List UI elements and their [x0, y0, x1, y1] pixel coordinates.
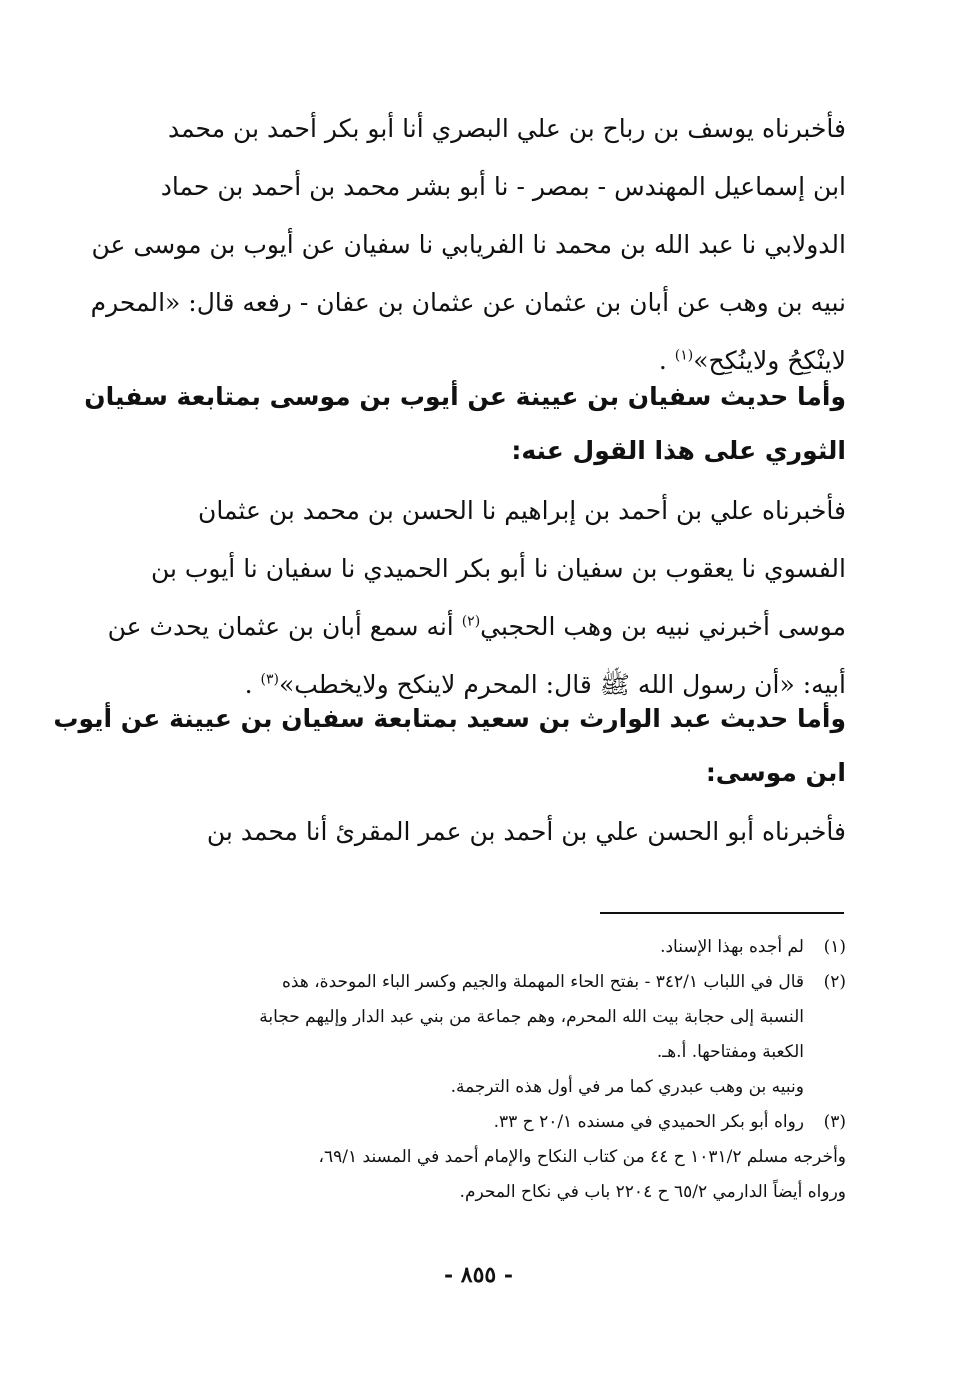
footnote-reference-1[interactable]: (١): [674, 347, 694, 364]
footnote-line: النسبة إلى حجابة بيت الله المحرم، وهم جماعة من بني عبد الدار وإليهم حجابة: [259, 1007, 804, 1027]
line-text: موسى أخبرني نبيه بن وهب الحجبي: [480, 612, 846, 641]
footnote-3: [140, 1105, 846, 1140]
footnote-body: [140, 965, 804, 1105]
footnote-line: قال في اللباب ٣٤٢/١ - بفتح الحاء المهملة والجيم وكسر الباء الموحدة، هذه: [282, 972, 804, 992]
footnote-1: [140, 930, 846, 965]
heading-line: ابن موسى:: [705, 758, 846, 787]
footnote-line: لم أجده بهذا الإسناد.: [660, 937, 804, 957]
page-number: - ٨٥٥ -: [443, 1262, 514, 1288]
line-text: أنه سمع أبان بن عثمان يحدث عن: [107, 612, 462, 641]
footnote-line: رواه أبو بكر الحميدي في مسنده ٢٠/١ ح ٣٣.: [493, 1112, 804, 1132]
line-text: أبيه: «أن رسول الله ﷺ قال: المحرم لاينكح ولايخطب»: [278, 670, 846, 699]
footnote-continuation-line: ورواه أيضاً الدارمي ٦٥/٢ ح ٢٢٠٤ باب في نكاح المحرم.: [459, 1182, 846, 1202]
section-heading-2: [53, 692, 846, 800]
footnote-body: [140, 930, 804, 965]
footnote-reference-3[interactable]: (٣): [260, 671, 279, 688]
trailing-punctuation: .: [244, 670, 261, 699]
footnote-number: (٢): [823, 972, 846, 992]
paragraph-3: [140, 803, 846, 861]
heading-line: وأما حديث سفيان بن عيينة عن أيوب بن موسى بمتابعة سفيان: [84, 382, 846, 411]
footnotes: [140, 930, 846, 1210]
footnote-divider: [600, 912, 844, 914]
section-heading-1: [84, 370, 846, 478]
paragraph-2: [107, 482, 846, 714]
quote-text: لاينْكِحُ ولاينُكِح»: [693, 346, 846, 375]
footnote-number: (٣): [823, 1112, 846, 1132]
footnote-line: الكعبة ومفتاحها. أ.هـ.: [656, 1042, 804, 1062]
paragraph-line: [107, 598, 846, 656]
paragraph-1: [90, 100, 846, 390]
paragraph-line: فأخبرناه علي بن أحمد بن إبراهيم نا الحسن بن محمد بن عثمان: [197, 496, 846, 525]
footnote-body: [140, 1105, 804, 1140]
paragraph-line: فأخبرناه أبو الحسن علي بن أحمد بن عمر المقرئ أنا محمد بن: [206, 817, 846, 846]
footnote-continuation-line: وأخرجه مسلم ١٠٣١/٢ ح ٤٤ من كتاب النكاح والإمام أحمد في المسند ٦٩/١،: [318, 1147, 846, 1167]
paragraph-line: الدولابي نا عبد الله بن محمد نا الفريابي نا سفيان عن أيوب بن موسى عن: [91, 230, 846, 259]
footnote-number: (١): [823, 937, 846, 957]
heading-line: وأما حديث عبد الوارث بن سعيد بمتابعة سفيان بن عيينة عن أيوب: [53, 704, 846, 733]
footnote-line: ونبيه بن وهب عبدري كما مر في أول هذه الترجمة.: [450, 1077, 804, 1097]
footnote-2: [140, 965, 846, 1105]
heading-line: الثوري على هذا القول عنه:: [511, 436, 846, 465]
paragraph-line: الفسوي نا يعقوب بن سفيان نا أبو بكر الحميدي نا سفيان نا أيوب بن: [150, 554, 846, 583]
footnote-reference-2[interactable]: (٢): [461, 613, 481, 630]
paragraph-line: نبيه بن وهب عن أبان بن عثمان عن عثمان بن عفان - رفعه قال: «المحرم: [90, 288, 846, 317]
trailing-punctuation: .: [658, 346, 675, 375]
paragraph-line: فأخبرناه يوسف بن رباح بن علي البصري أنا أبو بكر أحمد بن محمد: [167, 114, 846, 143]
paragraph-line: ابن إسماعيل المهندس - بمصر - نا أبو بشر محمد بن أحمد بن حماد: [160, 172, 846, 201]
